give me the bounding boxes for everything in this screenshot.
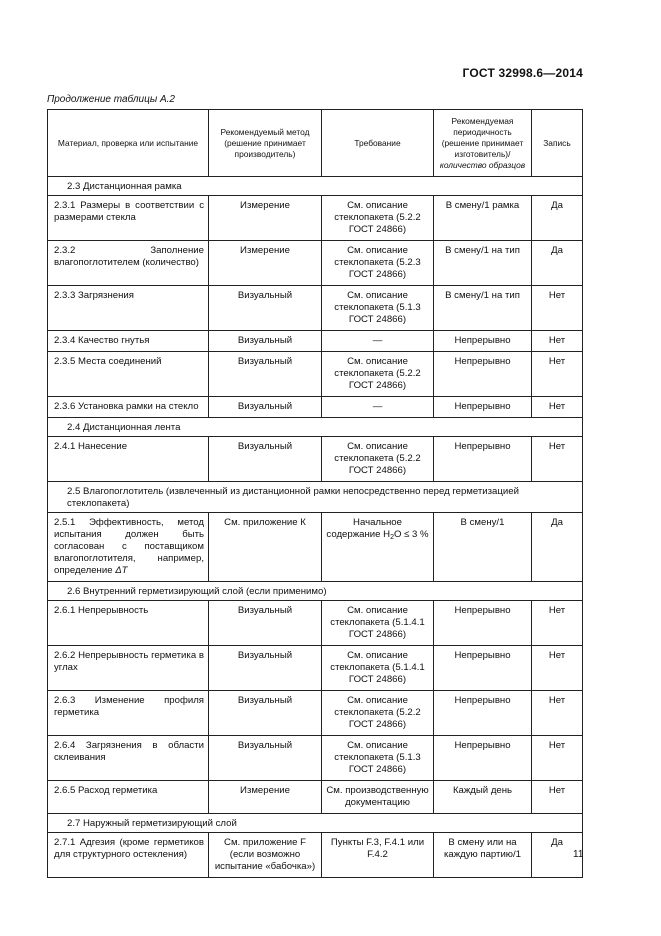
requirement-text: Начальное содержание bbox=[326, 517, 402, 540]
periodicity-cell: Каждый день bbox=[434, 781, 532, 814]
periodicity-header-text: Рекомендуемая периодичность (решение принимает изготовитель)/ bbox=[441, 115, 524, 159]
periodicity-cell: В смену/1 на тип bbox=[434, 286, 532, 331]
record-cell: Нет bbox=[532, 736, 583, 781]
method-cell: Измерение bbox=[209, 241, 322, 286]
record-cell: Нет bbox=[532, 601, 583, 646]
material-cell: 2.6.2 Непрерывность герметика в углах bbox=[48, 646, 209, 691]
record-cell: Нет bbox=[532, 331, 583, 352]
periodicity-cell: Непрерывно bbox=[434, 691, 532, 736]
section-row bbox=[48, 177, 583, 196]
section-row bbox=[48, 418, 583, 437]
periodicity-cell: Непрерывно bbox=[434, 646, 532, 691]
record-cell: Нет bbox=[532, 397, 583, 418]
periodicity-cell: Непрерывно bbox=[434, 331, 532, 352]
material-cell: 2.6.5 Расход герметика bbox=[48, 781, 209, 814]
record-cell: Нет bbox=[532, 691, 583, 736]
record-cell: Нет bbox=[532, 781, 583, 814]
table-row bbox=[48, 736, 583, 781]
material-text: 2.5.1 Эффективность, метод испытания должен быть согласован с поставщиком влагопоглотителя, например, определение bbox=[54, 517, 204, 576]
formula-symbol: H bbox=[383, 529, 391, 540]
requirement-cell: См. описание стеклопакета (5.2.2 ГОСТ 24866) bbox=[322, 352, 434, 397]
method-cell: См. приложение К bbox=[209, 513, 322, 582]
material-cell: 2.6.3 Изменение профиля герметика bbox=[48, 691, 209, 736]
section-title: 2.6 Внутренний герметизирующий слой (если применимо) bbox=[48, 582, 583, 601]
material-cell bbox=[48, 513, 209, 582]
periodicity-cell: Непрерывно bbox=[434, 437, 532, 482]
table-row bbox=[48, 286, 583, 331]
periodicity-cell: Непрерывно bbox=[434, 352, 532, 397]
method-cell: Визуальный bbox=[209, 286, 322, 331]
material-cell: 2.3.4 Качество гнутья bbox=[48, 331, 209, 352]
col-periodicity-header bbox=[434, 110, 532, 177]
table-row bbox=[48, 196, 583, 241]
material-cell: 2.4.1 Нанесение bbox=[48, 437, 209, 482]
method-cell: Визуальный bbox=[209, 601, 322, 646]
table-row bbox=[48, 331, 583, 352]
table-row bbox=[48, 397, 583, 418]
col-method-header: Рекомендуемый метод (решение принимает производитель) bbox=[209, 110, 322, 177]
periodicity-cell: В смену/1 рамка bbox=[434, 196, 532, 241]
method-cell: Измерение bbox=[209, 196, 322, 241]
record-cell: Да bbox=[532, 241, 583, 286]
requirement-cell: Пункты F.3, F.4.1 или F.4.2 bbox=[322, 833, 434, 878]
periodicity-cell: В смену/1 bbox=[434, 513, 532, 582]
section-title: 2.7 Наружный герметизирующий слой bbox=[48, 814, 583, 833]
record-cell: Нет bbox=[532, 286, 583, 331]
requirement-cell bbox=[322, 513, 434, 582]
method-cell: Визуальный bbox=[209, 397, 322, 418]
table-row bbox=[48, 601, 583, 646]
method-cell: См. приложение F (если возможно испытание «бабочка») bbox=[209, 833, 322, 878]
record-cell: Нет bbox=[532, 352, 583, 397]
requirement-cell: См. описание стеклопакета (5.2.2 ГОСТ 24866) bbox=[322, 691, 434, 736]
table-row bbox=[48, 781, 583, 814]
table-row bbox=[48, 833, 583, 878]
page-number: 11 bbox=[573, 849, 584, 860]
periodicity-header-italic: количество образцов bbox=[439, 159, 526, 170]
requirement-cell: См. описание стеклопакета (5.1.3 ГОСТ 24866) bbox=[322, 736, 434, 781]
requirement-cell: См. описание стеклопакета (5.1.4.1 ГОСТ 24866) bbox=[322, 646, 434, 691]
requirement-cell: См. описание стеклопакета (5.1.3 ГОСТ 24866) bbox=[322, 286, 434, 331]
material-symbol: ΔT bbox=[115, 565, 128, 576]
method-cell: Визуальный bbox=[209, 691, 322, 736]
method-cell: Измерение bbox=[209, 781, 322, 814]
record-cell: Нет bbox=[532, 437, 583, 482]
section-row bbox=[48, 814, 583, 833]
section-title: 2.5 Влагопоглотитель (извлеченный из дистанционной рамки непосредственно перед герметизацией стеклопакета) bbox=[48, 482, 583, 513]
periodicity-cell: Непрерывно bbox=[434, 736, 532, 781]
requirement-cell: См. описание стеклопакета (5.2.2 ГОСТ 24866) bbox=[322, 437, 434, 482]
col-requirement-header: Требование bbox=[322, 110, 434, 177]
record-cell: Нет bbox=[532, 646, 583, 691]
col-material-header: Материал, проверка или испытание bbox=[48, 110, 209, 177]
table-row bbox=[48, 691, 583, 736]
material-cell: 2.3.1 Размеры в соответствии с размерами стекла bbox=[48, 196, 209, 241]
requirement-cell: См. описание стеклопакета (5.2.2 ГОСТ 24866) bbox=[322, 196, 434, 241]
method-cell: Визуальный bbox=[209, 437, 322, 482]
material-cell: 2.6.1 Непрерывность bbox=[48, 601, 209, 646]
table-header-row bbox=[48, 110, 583, 177]
table-caption: Продолжение таблицы А.2 bbox=[47, 94, 175, 105]
table-row bbox=[48, 241, 583, 286]
periodicity-cell: Непрерывно bbox=[434, 397, 532, 418]
section-row bbox=[48, 582, 583, 601]
method-cell: Визуальный bbox=[209, 331, 322, 352]
inspection-table bbox=[47, 109, 583, 878]
method-cell: Визуальный bbox=[209, 352, 322, 397]
table-row bbox=[48, 437, 583, 482]
table-row bbox=[48, 352, 583, 397]
table-row bbox=[48, 646, 583, 691]
requirement-cell: См. производственную документацию bbox=[322, 781, 434, 814]
method-cell: Визуальный bbox=[209, 736, 322, 781]
table-body bbox=[48, 177, 583, 878]
material-cell: 2.7.1 Адгезия (кроме герметиков для структурного остекления) bbox=[48, 833, 209, 878]
record-cell: Да bbox=[532, 513, 583, 582]
material-cell: 2.3.6 Установка рамки на стекло bbox=[48, 397, 209, 418]
material-cell: 2.3.3 Загрязнения bbox=[48, 286, 209, 331]
periodicity-cell: В смену или на каждую партию/1 bbox=[434, 833, 532, 878]
material-cell: 2.3.5 Места соединений bbox=[48, 352, 209, 397]
formula-subscript: 2 bbox=[390, 534, 394, 541]
requirement-cell: См. описание стеклопакета (5.1.4.1 ГОСТ 24866) bbox=[322, 601, 434, 646]
record-cell: Да bbox=[532, 196, 583, 241]
material-cell: 2.6.4 Загрязнения в области склеивания bbox=[48, 736, 209, 781]
material-cell: 2.3.2 Заполнение влагопоглотителем (количество) bbox=[48, 241, 209, 286]
col-record-header: Запись bbox=[532, 110, 583, 177]
section-row bbox=[48, 482, 583, 513]
section-title: 2.4 Дистанционная лента bbox=[48, 418, 583, 437]
periodicity-cell: В смену/1 на тип bbox=[434, 241, 532, 286]
requirement-cell: — bbox=[322, 397, 434, 418]
requirement-cell: См. описание стеклопакета (5.2.3 ГОСТ 24866) bbox=[322, 241, 434, 286]
method-cell: Визуальный bbox=[209, 646, 322, 691]
requirement-cell: — bbox=[322, 331, 434, 352]
formula-rest: O ≤ 3 % bbox=[393, 529, 429, 540]
table-row bbox=[48, 513, 583, 582]
standard-header: ГОСТ 32998.6—2014 bbox=[462, 66, 583, 80]
periodicity-cell: Непрерывно bbox=[434, 601, 532, 646]
record-cell: Да bbox=[532, 833, 583, 878]
section-title: 2.3 Дистанционная рамка bbox=[48, 177, 583, 196]
